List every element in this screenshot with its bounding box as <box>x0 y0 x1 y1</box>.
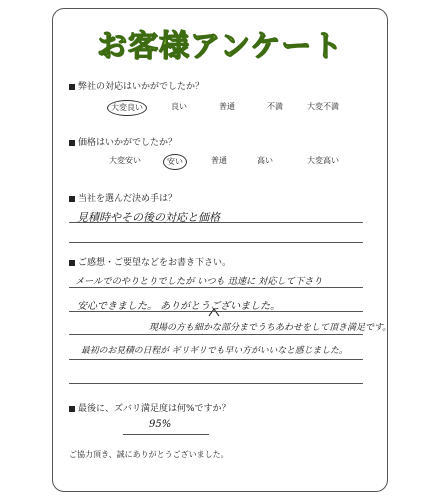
question-comments <box>69 255 231 268</box>
price-option-4[interactable]: 高い <box>257 156 273 165</box>
answer-line <box>69 222 363 223</box>
service-option-3[interactable]: 普通 <box>219 102 235 111</box>
comment-line-3[interactable]: 現場の方も細かな部分までうちあわせをして頂き満足です。 <box>149 323 392 333</box>
price-option-5[interactable]: 大変高い <box>307 156 339 165</box>
answer-line <box>69 311 363 312</box>
question-reason <box>69 191 177 204</box>
question-satisfaction-label: 最後に、ズバリ満足度は何%ですか？ <box>78 404 231 414</box>
question-service <box>69 79 204 92</box>
service-options <box>67 100 373 114</box>
price-options <box>67 154 373 168</box>
satisfaction-answer[interactable]: 95% <box>149 419 172 430</box>
service-option-1[interactable]: 大変良い <box>107 100 147 116</box>
bullet-square-icon <box>69 260 75 266</box>
thank-you-note: ご協力頂き、誠にありがとうございました。 <box>69 450 229 459</box>
bullet-square-icon <box>69 196 75 202</box>
question-service-label: 弊社の対応はいかがでしたか？ <box>78 82 205 92</box>
survey-title: お客様アンケート <box>96 29 344 64</box>
answer-line <box>69 242 363 243</box>
answer-line <box>69 287 363 288</box>
reason-answer[interactable]: 見積時やその後の対応と価格 <box>77 211 220 224</box>
service-option-2[interactable]: 良い <box>171 102 187 111</box>
answer-line <box>69 359 363 360</box>
answer-line <box>69 383 363 384</box>
question-comments-label: ご感想・ご要望などをお書き下さい。 <box>78 258 232 268</box>
answer-line <box>123 434 209 435</box>
price-option-3[interactable]: 普通 <box>211 156 227 165</box>
comment-line-4[interactable]: 最初のお見積の日程が ギリギリでも早い方がいいなと感じました。 <box>81 346 348 356</box>
bullet-square-icon <box>69 84 75 90</box>
question-satisfaction <box>69 401 231 414</box>
bullet-square-icon <box>69 406 75 412</box>
service-option-5[interactable]: 大変不満 <box>307 102 339 111</box>
insertion-caret-icon <box>207 307 221 317</box>
survey-card <box>52 8 392 492</box>
comment-line-1[interactable]: メールでのやりとりでしたが いつも 迅速に 対応して下さり <box>75 276 323 287</box>
comment-line-2[interactable]: 安心できました。 ありがとうございました。 <box>77 301 281 312</box>
answer-line <box>69 334 363 335</box>
question-price <box>69 135 177 148</box>
price-option-2[interactable]: 安い <box>163 154 187 170</box>
price-option-1[interactable]: 大変安い <box>109 156 141 165</box>
question-price-label: 価格はいかがでしたか？ <box>78 138 178 148</box>
service-option-4[interactable]: 不満 <box>267 102 283 111</box>
bullet-square-icon <box>69 140 75 146</box>
question-reason-label: 当社を選んだ決め手は？ <box>78 194 178 204</box>
